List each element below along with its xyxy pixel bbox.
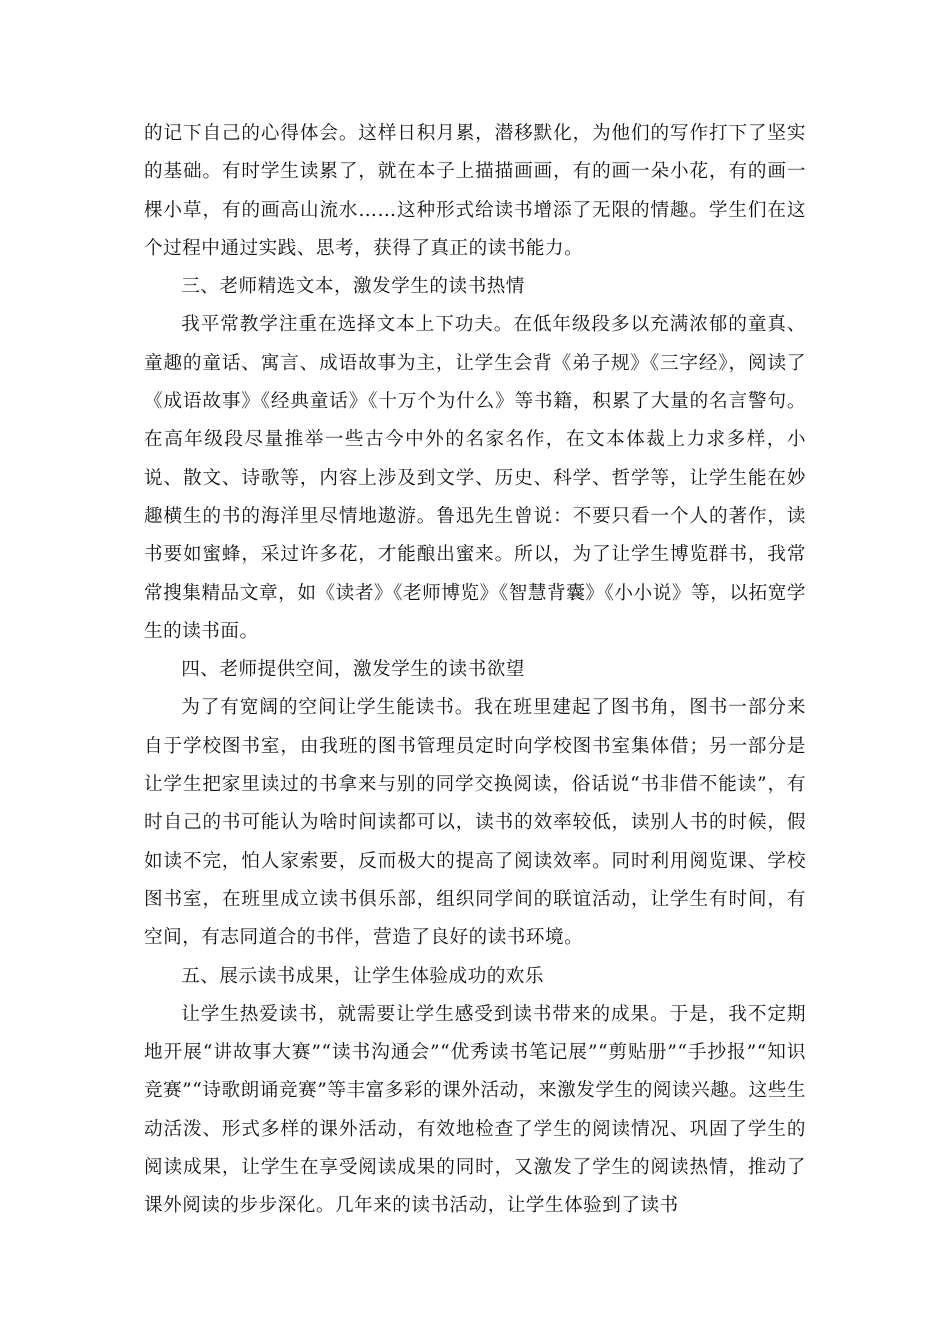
paragraph-continuation: 的记下自己的心得体会。这样日积月累，潜移默化，为他们的写作打下了坚实的基础。有时学生读累了，就在本子上描描画画，有的画一朵小花，有的画一棵小草，有的画高山流水……这种形式给读书增添了无限的情趣。学生们在这个过程中通过实践、思考，获得了真正的读书能力。 [144, 123, 806, 259]
paragraph-section-4: 为了有宽阔的空间让学生能读书。我在班里建起了图书角，图书一部分来自于学校图书室，由我班的图书管理员定时向学校图书室集体借；另一部分是让学生把家里读过的书拿来与别的同学交换阅读，俗话说“书非借不能读”，有时自己的书可能认为啥时间读都可以，读书的效率较低，读别人书的时候，假如读不完，怕人家索要，反而极大的提高了阅读效率。同时利用阅览课、学校图书室，在班里成立读书俱乐部，组织同学间的联谊活动，让学生有时间，有空间，有志同道合的书伴，营造了良好的读书环境。 [144, 697, 806, 949]
section-heading-4: 四、老师提供空间，激发学生的读书欲望 [181, 659, 525, 681]
document-body [144, 115, 806, 1226]
section-heading-3: 三、老师精选文本，激发学生的读书热情 [181, 276, 525, 298]
paragraph-section-5: 让学生热爱读书，就需要让学生感受到读书带来的成果。于是，我不定期地开展“讲故事大赛”“读书沟通会”“优秀读书笔记展”“剪贴册”“手抄报”“知识竞赛”“诗歌朗诵竞赛”等丰富多彩的课外活动，来激发学生的阅读兴趣。这些生动活泼、形式多样的课外活动，有效地检查了学生的阅读情况、巩固了学生的阅读成果，让学生在享受阅读成果的同时，又激发了学生的阅读热情，推动了课外阅读的步步深化。几年来的读书活动，让学生体验到了读书 [144, 1003, 806, 1217]
paragraph-section-3: 我平常教学注重在选择文本上下功夫。在低年级段多以充满浓郁的童真、童趣的童话、寓言、成语故事为主，让学生会背《弟子规》《三字经》，阅读了《成语故事》《经典童话》《十万个为什么》等书籍，积累了大量的名言警句。在高年级段尽量推举一些古今中外的名家名作，在文本体裁上力求多样，小说、散文、诗歌等，内容上涉及到文学、历史、科学、哲学等，让学生能在妙趣横生的书的海洋里尽情地遨游。鲁迅先生曾说：不要只看一个人的著作，读书要如蜜蜂，采过许多花，才能酿出蜜来。所以，为了让学生博览群书，我常常搜集精品文章，如《读者》《老师博览》《智慧背囊》《小小说》等，以拓宽学生的读书面。 [144, 314, 806, 642]
section-heading-5: 五、展示读书成果，让学生体验成功的欢乐 [181, 965, 544, 987]
